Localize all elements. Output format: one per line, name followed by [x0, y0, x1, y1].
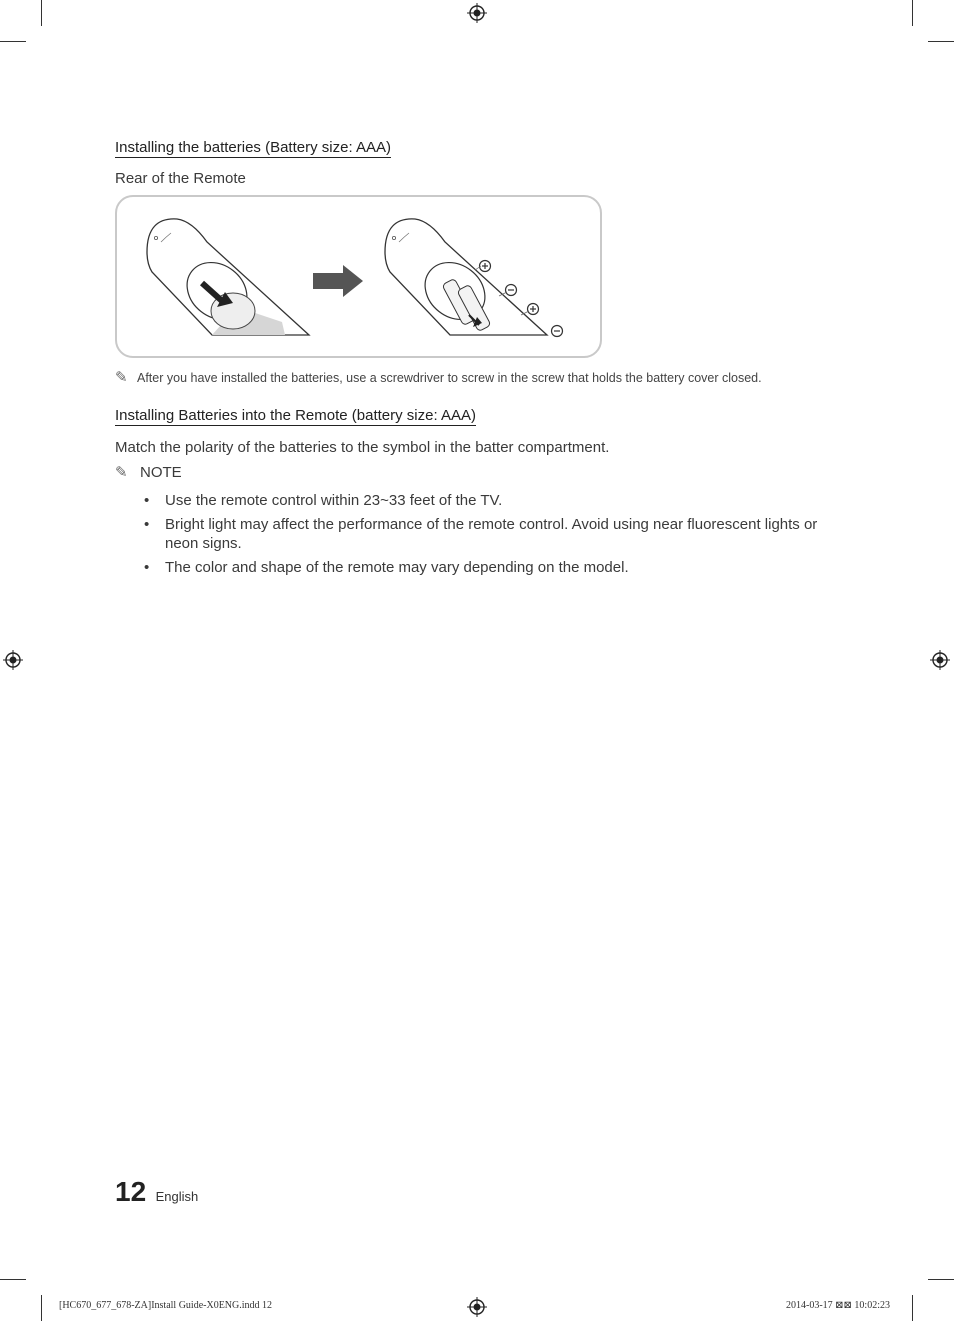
- polarity-instruction: Match the polarity of the batteries to the symbol in the batter compartment.: [115, 439, 610, 456]
- crop-mark: [928, 1279, 954, 1280]
- bullet-icon: •: [144, 492, 150, 509]
- note-label-text: NOTE: [140, 464, 182, 481]
- crop-mark: [912, 1295, 913, 1321]
- remote-closed-illustration: [147, 219, 309, 335]
- list-item-text: Use the remote control within 23~33 feet of the TV.: [165, 492, 503, 509]
- crop-mark: [0, 1279, 26, 1280]
- print-slug-file: [HC670_677_678-ZA]Install Guide-X0ENG.indd 12: [59, 1300, 273, 1311]
- bullet-icon: •: [144, 516, 150, 533]
- battery-cover-note: [115, 368, 762, 386]
- page-number: 12: [115, 1176, 147, 1207]
- note-label: [115, 463, 182, 481]
- arrow-right-icon: [313, 265, 363, 297]
- crop-mark: [41, 1295, 42, 1321]
- page-footer: [115, 1176, 198, 1208]
- pencil-note-icon: ✎: [115, 369, 128, 386]
- print-slug-timestamp: 2014-03-17 ⊠⊠ 10:02:23: [786, 1300, 890, 1311]
- remote-battery-figure: [115, 195, 602, 358]
- remote-open-illustration: [385, 219, 563, 337]
- crop-mark: [928, 41, 954, 42]
- remote-illustration: [117, 197, 599, 355]
- figure-caption: Rear of the Remote: [115, 170, 246, 187]
- note-bullet-list: [115, 491, 845, 582]
- section-heading-remote-batteries: Installing Batteries into the Remote (battery size: AAA): [115, 407, 477, 424]
- registration-mark-icon: [930, 650, 950, 670]
- list-item-text: The color and shape of the remote may vary depending on the model.: [165, 559, 629, 576]
- list-item: [115, 558, 845, 577]
- page-language: English: [155, 1189, 199, 1204]
- bullet-icon: •: [144, 559, 150, 576]
- registration-mark-icon: [467, 1297, 487, 1317]
- section-heading-batteries: Installing the batteries (Battery size: AAA): [115, 139, 391, 156]
- list-item: [115, 491, 845, 510]
- pencil-note-icon: ✎: [115, 464, 128, 481]
- crop-mark: [41, 0, 42, 26]
- battery-cover-note-text: After you have installed the batteries, use a screwdriver to screw in the screw that holds the battery cover closed.: [137, 371, 762, 385]
- crop-mark: [912, 0, 913, 26]
- registration-mark-icon: [3, 650, 23, 670]
- list-item-text: Bright light may affect the performance of the remote control. Avoid using near fluorescent lights or neon signs.: [165, 516, 818, 552]
- list-item: [115, 515, 845, 553]
- crop-mark: [0, 41, 26, 42]
- registration-mark-icon: [467, 3, 487, 23]
